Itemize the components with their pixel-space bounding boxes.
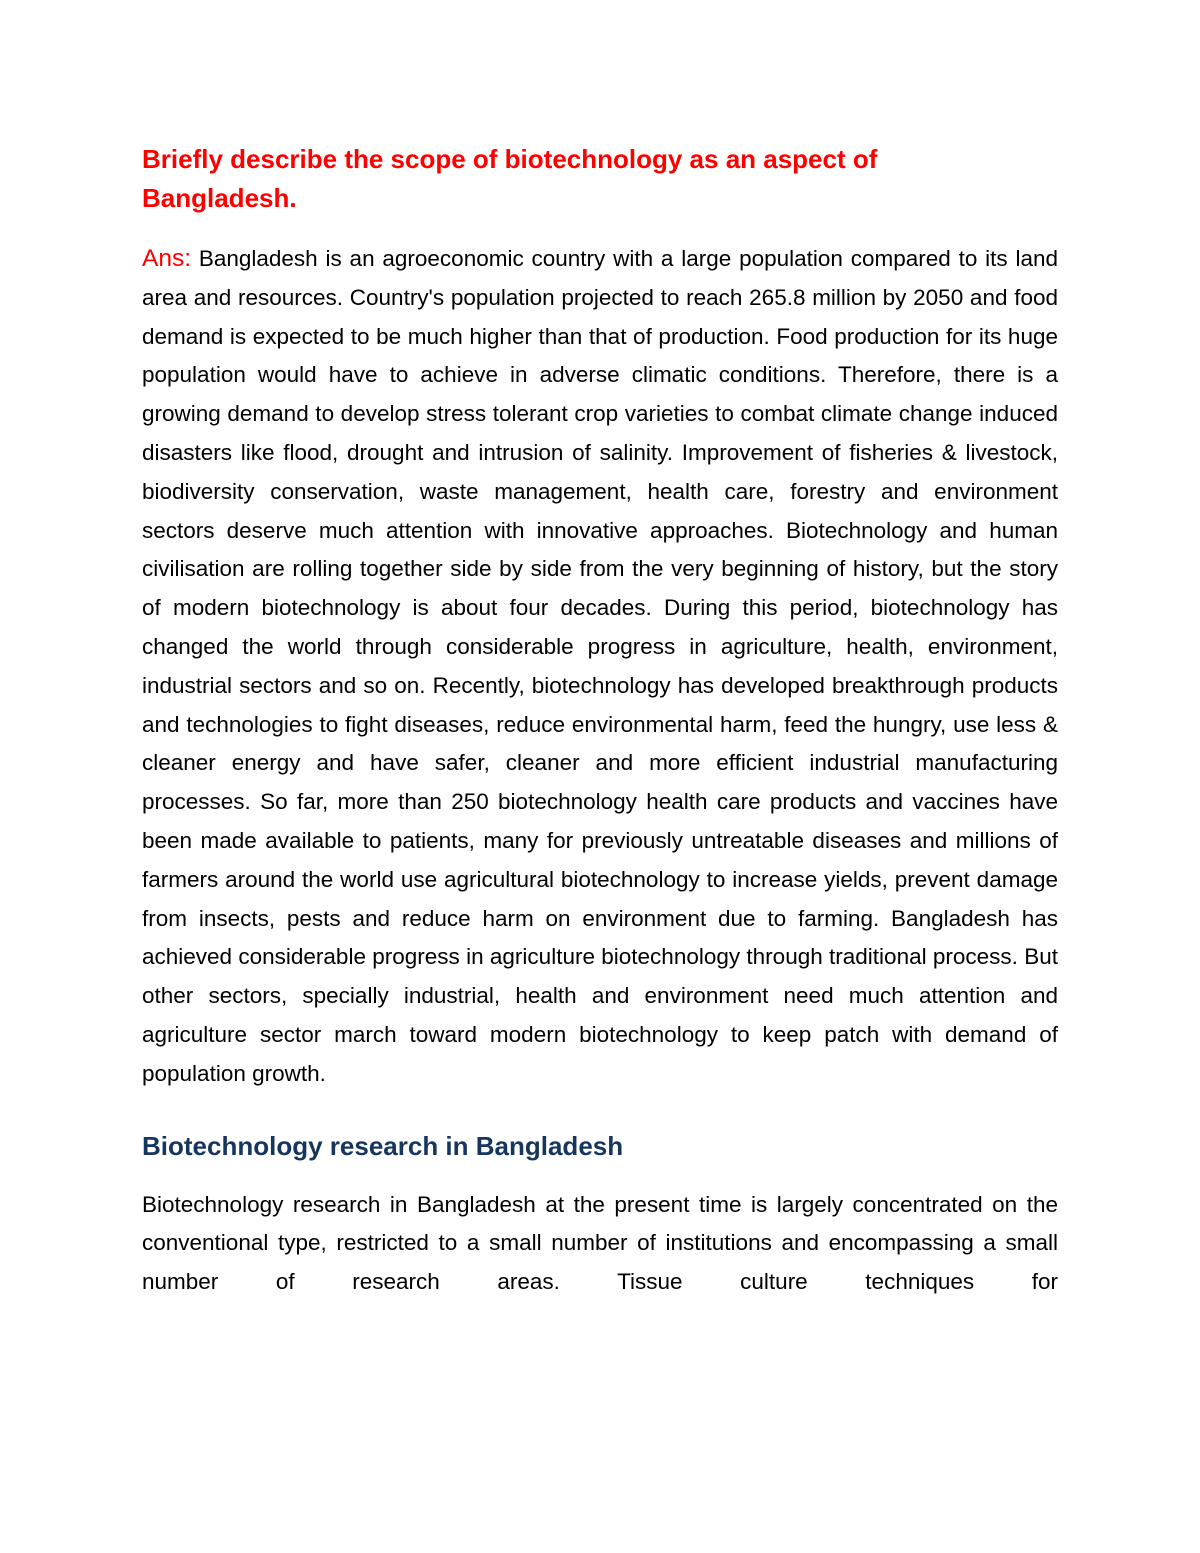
answer-text: Bangladesh is an agroeconomic country with a large population compared to its land area and resources. Country's population projected to reach 265.8 million by 2050 and food demand is expected to be much higher than that of production. Food production for its huge population would have to achieve in adverse climatic conditions. Therefore, there is a growing demand to develop stress tolerant crop varieties to combat climate change induced disasters like flood, drought and intrusion of salinity. Improvement of fisheries & livestock, biodiversity conservation, waste management, health care, forestry and environment sectors deserve much attention with innovative approaches. Biotechnology and human civilisation are rolling together side by side from the very beginning of history, but the story of modern biotechnology is about four decades. During this period, biotechnology has changed the world through considerable progress in agriculture, health, environment, industrial sectors and so on. Recently, biotechnology has developed breakthrough products and technologies to fight diseases, reduce environmental harm, feed the hungry, use less & cleaner energy and have safer, cleaner and more efficient industrial manufacturing processes. So far, more than 250 biotechnology health care products and vaccines have been made available to patients, many for previously untreatable diseases and millions of farmers around the world use agricultural biotechnology to increase yields, prevent damage from insects, pests and reduce harm on environment due to farming. Bangladesh has achieved considerable progress in agriculture biotechnology through traditional process. But other sectors, specially industrial, health and environment need much attention and agriculture sector march toward modern biotechnology to keep patch with demand of population growth.: [142, 246, 1058, 1086]
answer-paragraph: [142, 240, 1058, 1094]
section-heading: Biotechnology research in Bangladesh: [142, 1130, 624, 1161]
question-heading: Briefly describe the scope of biotechnology as an aspect of Bangladesh.: [142, 144, 878, 213]
section-paragraph: Biotechnology research in Bangladesh at the present time is largely concentrated on the conventional type, restricted to a small number of institutions and encompassing a small number of research areas. Tissue culture techniques for: [142, 1191, 1058, 1295]
answer-label: Ans:: [142, 245, 192, 272]
document-content: [142, 140, 1058, 1302]
